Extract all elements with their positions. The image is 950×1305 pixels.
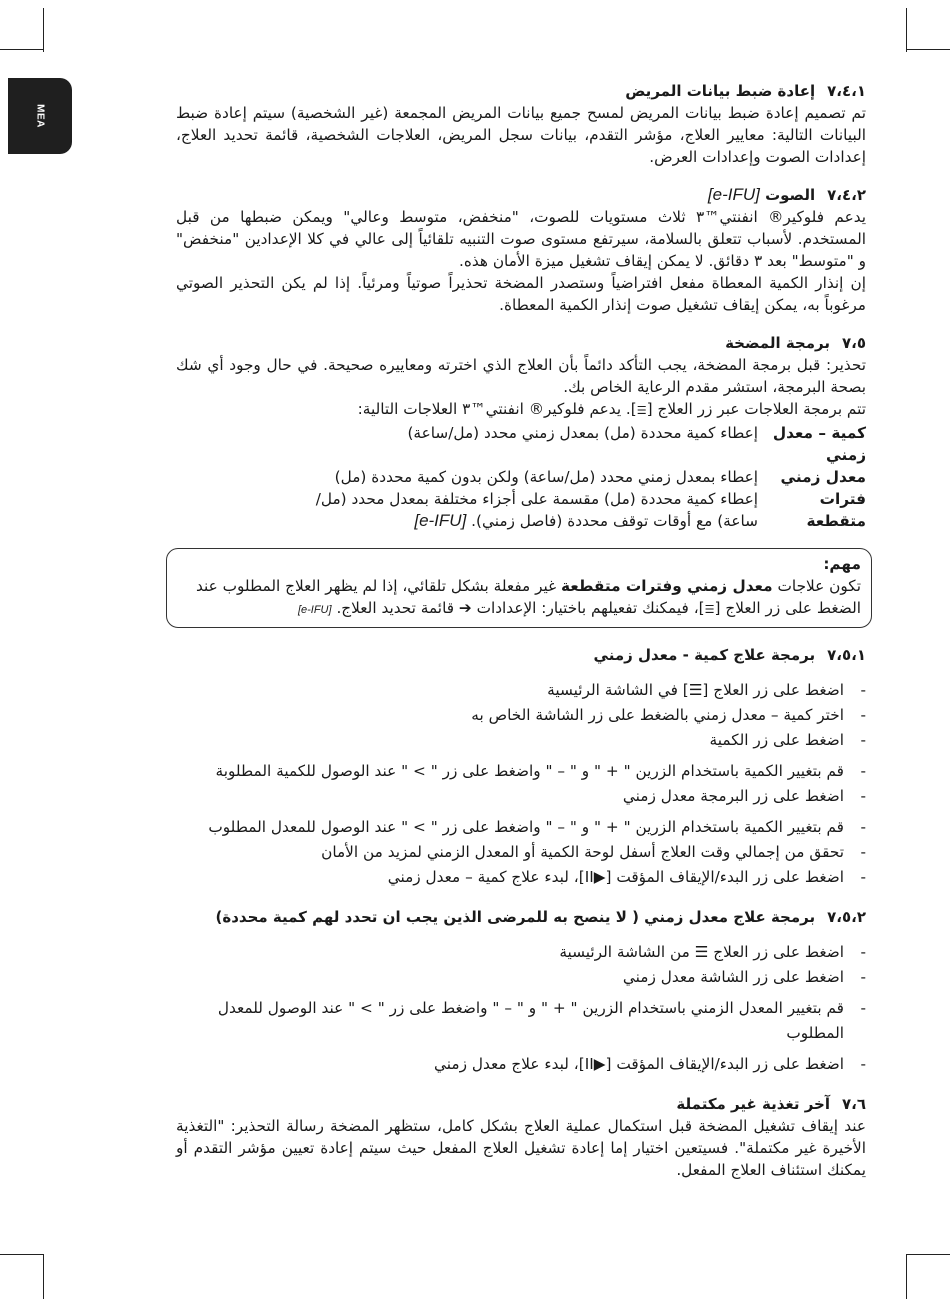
list-item: - اضغط على زر العلاج ☰ من الشاشة الرئيسية bbox=[176, 940, 844, 965]
list-item: - قم بتغيير المعدل الزمني باستخدام الزرين " + " و " – " واضغط على زر " > " عند الوصول للمعدل المطلوب bbox=[176, 996, 844, 1046]
section-number: ٧،٤،١ bbox=[827, 82, 866, 100]
section-heading bbox=[176, 184, 866, 206]
note-text: تكون علاجات معدل زمني وفترات متقطعة غير مفعلة بشكل تلقائي، إذا لم يظهر العلاج المطلوب عند الضغط على زر العلاج [☰]، فيمكنك تفعيلهم باختيار: الإعدادات ➔ قائمة تحديد العلاج. [e-IFU] bbox=[177, 575, 861, 621]
eifu-reference: [e-IFU] bbox=[297, 604, 332, 616]
section-title: الصوت bbox=[765, 186, 816, 204]
crop-mark bbox=[0, 49, 44, 50]
steps-list bbox=[176, 678, 866, 890]
therapy-mode-term: فترات متقطعة bbox=[806, 490, 866, 530]
paragraph: يدعم فلوكير® انفنتي™٣ ثلاث مستويات للصوت، "منخفض، متوسط وعالي" ويمكن ضبطها من قبل المستخدم. لأسباب تتعلق بالسلامة، سيرتفع مستوى صوت التنبيه تلقائياً إلى عالي في كلا الإعدادين "منخفض" و "متوسط" بعد ٣ دقائق. لا يمكن إيقاف تشغيل ميزة الأمان هذه. bbox=[176, 208, 866, 270]
therapy-modes-list bbox=[176, 422, 866, 532]
crop-mark bbox=[906, 1254, 950, 1255]
note-title: مهم: bbox=[823, 555, 861, 573]
list-item: - اضغط على زر الكمية bbox=[176, 728, 844, 753]
section-number: ٧،٥،١ bbox=[827, 646, 866, 664]
paragraph: عند إيقاف تشغيل المضخة قبل استكمال عملية العلاج بشكل كامل، ستظهر المضخة رسالة التحذير: "التغذية الأخيرة غير مكتملة". فسيتعين اختيار إما إعادة تشغيل العلاج المفعل حيث سيتم إعادة تعيين مؤشر التقدم أو يمكنك استئناف العلاج المفعل. bbox=[176, 1117, 866, 1179]
crop-mark bbox=[43, 8, 44, 52]
crop-mark bbox=[906, 49, 950, 50]
list-item: - اضغط على زر البدء/الإيقاف المؤقت [▶II]، لبدء علاج معدل زمني bbox=[176, 1052, 844, 1077]
therapy-mode bbox=[176, 422, 866, 466]
region-tab bbox=[8, 78, 72, 154]
section-number: ٧،٥ bbox=[841, 334, 866, 352]
page-content bbox=[176, 80, 866, 1181]
list-item: - اضغط على زر العلاج [☰] في الشاشة الرئيسية bbox=[176, 678, 844, 703]
therapy-menu-icon: ☰ bbox=[704, 603, 715, 616]
section-number: ٧،٤،٢ bbox=[827, 186, 866, 204]
therapy-mode-desc: إعطاء كمية محددة (مل) بمعدل زمني محدد (مل/ساعة) bbox=[407, 424, 758, 442]
section-heading bbox=[176, 644, 866, 666]
list-item: - اضغط على زر البرمجة معدل زمني bbox=[176, 784, 844, 809]
paragraph: تتم برمجة العلاجات عبر زر العلاج [☰]. يدعم فلوكير® انفنتي™٣ العلاجات التالية: bbox=[176, 398, 866, 422]
section-heading bbox=[176, 1093, 866, 1115]
list-item: - اضغط على زر الشاشة معدل زمني bbox=[176, 965, 844, 990]
section-title: برمجة المضخة bbox=[725, 334, 830, 352]
crop-mark bbox=[906, 8, 907, 52]
section-heading bbox=[176, 906, 866, 928]
eifu-reference: [e-IFU] bbox=[414, 511, 467, 530]
important-note-box bbox=[166, 548, 872, 628]
steps-list bbox=[176, 940, 866, 1077]
therapy-mode-desc: إعطاء كمية محددة (مل) مقسمة على أجزاء مختلفة بمعدل محدد (مل/ساعة) مع أوقات توقف محددة (فاصل زمني). [e-IFU] bbox=[315, 490, 758, 530]
section-title: آخر تغذية غير مكتملة bbox=[676, 1095, 830, 1113]
section-heading bbox=[176, 80, 866, 102]
paragraph: إن إنذار الكمية المعطاة مفعل افتراضياً وستصدر المضخة تحذيراً صوتياً ومرئياً. إذا لم يكن التحذير الصوتي مرغوباً به، يمكن إيقاف تشغيل صوت إنذار الكمية المعطاة. bbox=[176, 274, 866, 314]
therapy-mode bbox=[176, 466, 866, 488]
eifu-reference: [e-IFU] bbox=[707, 185, 760, 204]
therapy-mode-term: كمية – معدل زمني bbox=[772, 424, 866, 464]
therapy-mode-term: معدل زمني bbox=[780, 468, 866, 486]
section-title: إعادة ضبط بيانات المريض bbox=[625, 82, 816, 100]
warning-text: تحذير: قبل برمجة المضخة، يجب التأكد دائماً بأن العلاج الذي اخترته ومعاييره صحيحة. في حال وجود أي شك بصحة البرمجة، استشر مقدم الرعاية الخاص بك. bbox=[176, 356, 866, 396]
list-item: - قم بتغيير الكمية باستخدام الزرين " + " و " – " واضغط على زر " > " عند الوصول للكمية المطلوبة bbox=[176, 759, 844, 784]
section-heading bbox=[176, 332, 866, 354]
crop-mark bbox=[906, 1255, 907, 1299]
section-number: ٧،٥،٢ bbox=[827, 908, 866, 926]
crop-mark bbox=[43, 1255, 44, 1299]
section-number: ٧،٦ bbox=[841, 1095, 866, 1113]
therapy-mode-desc: إعطاء بمعدل زمني محدد (مل/ساعة) ولكن بدون كمية محددة (مل) bbox=[334, 468, 758, 486]
region-tab-label: MEA bbox=[34, 104, 46, 128]
paragraph: تم تصميم إعادة ضبط بيانات المريض لمسح جميع بيانات المريض المجمعة (غير الشخصية) سيتم إعادة ضبط البيانات التالية: معايير العلاج، مؤشر التقدم، بيانات سجل المريض، العلاجات الشخصية، قائمة تحديد العلاج، إعدادات الصوت وإعدادات العرض. bbox=[176, 104, 866, 166]
list-item: - اختر كمية – معدل زمني بالضغط على زر الشاشة الخاص به bbox=[176, 703, 844, 728]
section-title: برمجة علاج معدل زمني ( لا ينصح به للمرضى الذين يجب ان تحدد لهم كمية محددة) bbox=[215, 908, 816, 926]
crop-mark bbox=[0, 1254, 44, 1255]
list-item: - تحقق من إجمالي وقت العلاج أسفل لوحة الكمية أو المعدل الزمني لمزيد من الأمان bbox=[176, 840, 844, 865]
list-item: - قم بتغيير الكمية باستخدام الزرين " + " و " – " واضغط على زر " > " عند الوصول للمعدل المطلوب bbox=[176, 815, 844, 840]
list-item: - اضغط على زر البدء/الإيقاف المؤقت [▶II]، لبدء علاج كمية – معدل زمني bbox=[176, 865, 844, 890]
section-title: برمجة علاج كمية - معدل زمني bbox=[593, 646, 816, 664]
therapy-menu-icon: ☰ bbox=[636, 404, 647, 417]
therapy-mode bbox=[176, 488, 866, 532]
